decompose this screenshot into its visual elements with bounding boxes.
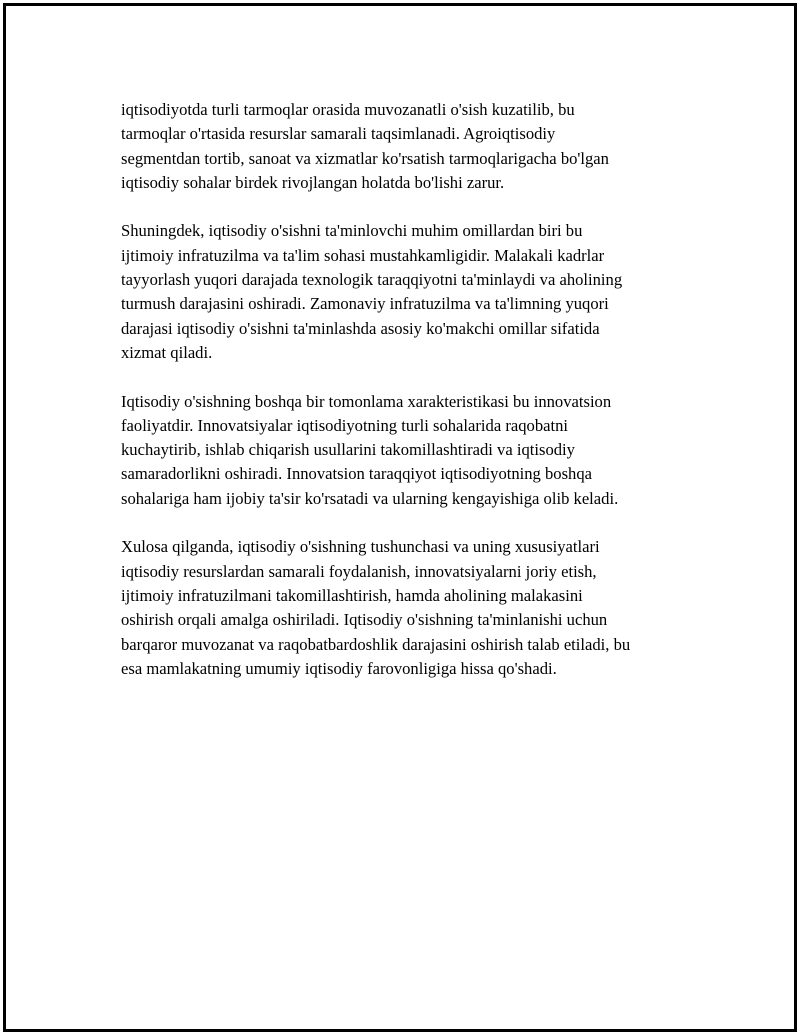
paragraph-1: iqtisodiyotda turli tarmoqlar orasida muvozanatli o'sish kuzatilib, bu tarmoqlar o'rtasida resurslar samarali taqsimlanadi. Agroiqtisodiy segmentdan tortib, sanoat va xizmatlar ko'rsatish tarmoqlarigacha bo'lgan iqtisodiy sohalar birdek rivojlangan holatda bo'lishi zarur. xyxy=(121,100,609,192)
paragraph-3: Iqtisodiy o'sishning boshqa bir tomonlama xarakteristikasi bu innovatsion faoliyatdir. Innovatsiyalar iqtisodiyotning turli sohalarida raqobatni kuchaytirib, ishlab chiqarish usullarini takomillashtiradi va iqtisodiy samaradorlikni oshiradi. Innovatsion taraqqiyot iqtisodiyotning boshqa sohalariga ham ijobiy ta'sir ko'rsatadi va ularning kengayishiga olib keladi. xyxy=(121,391,619,508)
document-body xyxy=(121,98,711,705)
page-frame xyxy=(3,3,797,1032)
paragraph-4: Xulosa qilganda, iqtisodiy o'sishning tushunchasi va uning xususiyatlari iqtisodiy resurslardan samarali foydalanish, innovatsiyalarni joriy etish, ijtimoiy infratuzilmani takomillashtirish, hamda aholining malakasini oshirish orqali amalga oshiriladi. Iqtisodiy o'sishning ta'minlanishi uchun barqaror muvozanat va raqobatbardoshlik darajasini oshirish talab etiladi, bu esa mamlakatning umumiy iqtisodiy farovonligiga hissa qo'shadi. xyxy=(121,537,631,678)
paragraph-2: Shuningdek, iqtisodiy o'sishni ta'minlovchi muhim omillardan biri bu ijtimoiy infratuzilma va ta'lim sohasi mustahkamligidir. Malakali kadrlar tayyorlash yuqori darajada texnologik taraqqiyotni ta'minlaydi va aholining turmush darajasini oshiradi. Zamonaviy infratuzilma va ta'limning yuqori darajasi iqtisodiy o'sishni ta'minlashda asosiy ko'makchi omillar sifatida xizmat qiladi. xyxy=(121,221,623,362)
